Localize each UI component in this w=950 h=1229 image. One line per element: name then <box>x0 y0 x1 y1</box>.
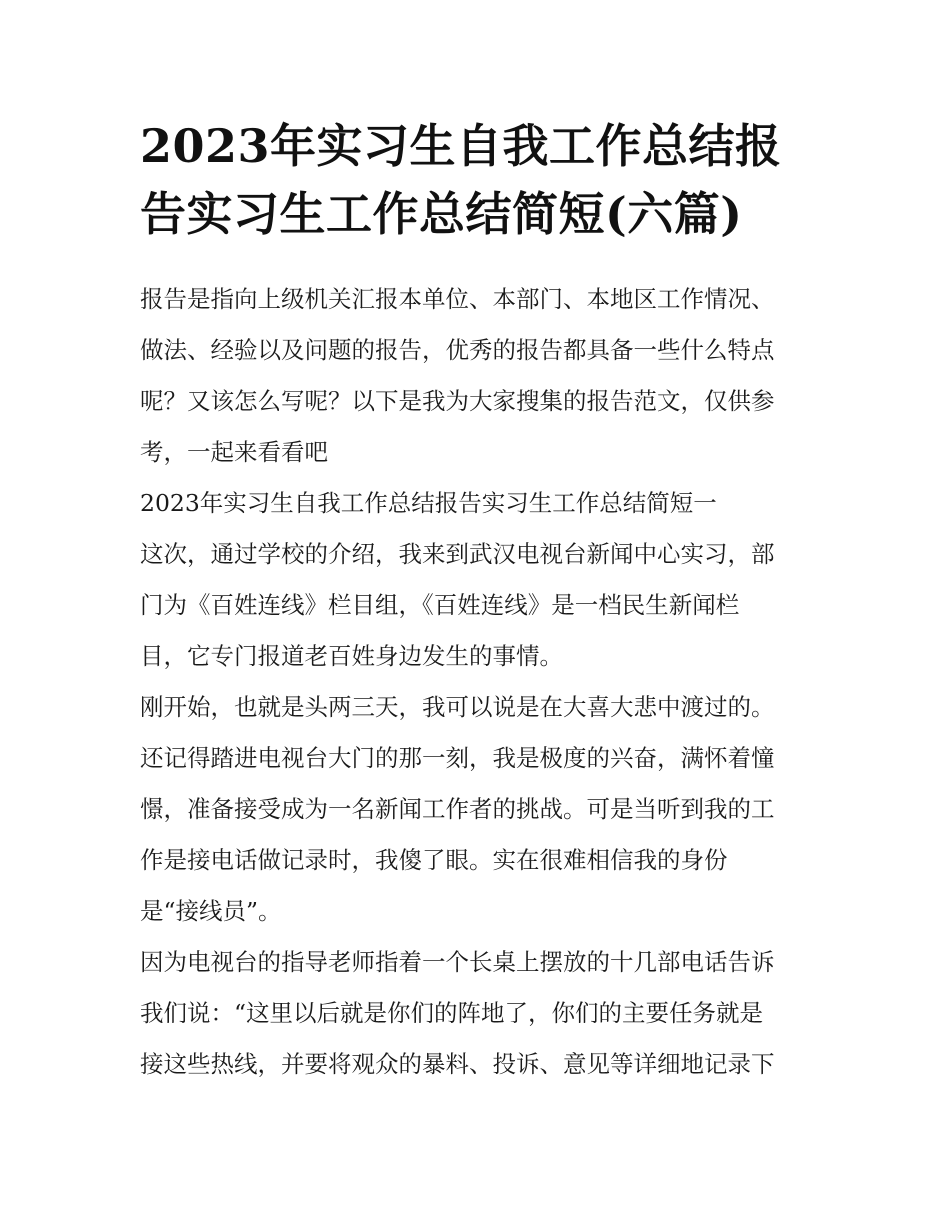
body-line: 做法、经验以及问题的报告，优秀的报告都具备一些什么特点 <box>140 336 775 364</box>
document-title <box>140 112 820 248</box>
body-line: 报告是指向上级机关汇报本单位、本部门、本地区工作情况、 <box>140 285 775 313</box>
body-line: 因为电视台的指导老师指着一个长桌上摆放的十几部电话告诉 <box>140 948 775 976</box>
body-line: 我们说：“这里以后就是你们的阵地了，你们的主要任务就是 <box>140 999 764 1027</box>
body-line: 呢？又该怎么写呢？以下是我为大家搜集的报告范文，仅供参 <box>140 387 775 415</box>
body-line: 作是接电话做记录时，我傻了眼。实在很难相信我的身份 <box>140 846 728 874</box>
body-line: 憬，准备接受成为一名新闻工作者的挑战。可是当听到我的工 <box>140 795 775 823</box>
body-line: 这次，通过学校的介绍，我来到武汉电视台新闻中心实习，部 <box>140 540 775 568</box>
body-line: 考，一起来看看吧 <box>140 438 328 466</box>
body-line: 是“接线员”。 <box>140 897 282 925</box>
body-line: 还记得踏进电视台大门的那一刻，我是极度的兴奋，满怀着憧 <box>140 744 775 772</box>
body-line: 接这些热线，并要将观众的暴料、投诉、意见等详细地记录下 <box>140 1050 775 1078</box>
document-body <box>140 274 820 1090</box>
body-line: 门为《百姓连线》栏目组，《百姓连线》是一档民生新闻栏 <box>140 591 740 619</box>
body-line: 刚开始，也就是头两三天，我可以说是在大喜大悲中渡过的。 <box>140 693 775 721</box>
body-line: 目，它专门报道老百姓身边发生的事情。 <box>140 642 563 670</box>
title-line-1: 2023年实习生自我工作总结报 <box>140 119 782 173</box>
title-line-2: 告实习生工作总结简短(六篇) <box>140 187 743 241</box>
section-heading: 2023年实习生自我工作总结报告实习生工作总结简短一 <box>140 489 717 517</box>
